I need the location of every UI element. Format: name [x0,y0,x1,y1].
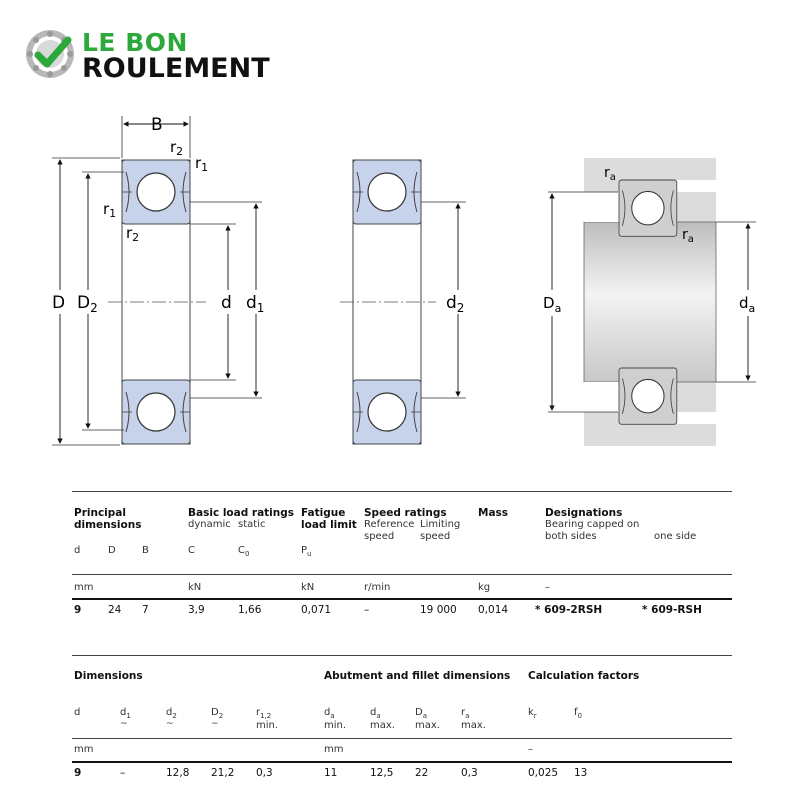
table-rule-units-bottom [72,598,732,600]
product-data-table [72,491,732,621]
logo-text-line2: ROULEMENT [82,53,270,84]
value2-ra-max: 0,3 [461,767,478,779]
dimensions-table [72,655,732,785]
symbol-Pu: $P_u$ [301,545,312,558]
header-dynamic: dynamic [188,519,231,530]
header-reference-speed: Reference speed [364,519,415,542]
label-r2-left: $r_2$ [126,224,140,244]
unit-kN-fatigue: kN [301,582,315,593]
symbol-D: D [108,545,116,556]
symbol2-Da-max: $D_a$ max. [415,707,440,731]
value-B: 7 [142,604,149,616]
value2-D2: 21,2 [211,767,235,779]
symbol-d: d [74,545,81,556]
unit2-mm-dimensions: mm [74,744,94,755]
value2-kr: 0,025 [528,767,559,779]
label-D: D [52,293,66,313]
table2-rule-units-top [72,738,732,739]
table2-rule-top [72,655,732,656]
label-r2-top: $r_2$ [170,138,184,158]
table-rule-units-top [72,574,732,575]
unit-rpm: r/min [364,582,391,593]
symbol2-d1: $d_1$ ~ [120,707,131,729]
value-mass: 0,014 [478,604,509,616]
table-rule-top [72,491,732,492]
header-one-side: one side [654,531,697,542]
designation-both-sides: * 609-2RSH [535,604,603,616]
designation-one-side: * 609-RSH [642,604,702,616]
unit-kN-load: kN [188,582,202,593]
symbol2-ra-max: $r_a$ max. [461,707,486,731]
value-d: 9 [74,604,82,616]
label-r1-top: $r_1$ [195,154,209,174]
symbol2-D2: $D_2$ ~ [211,707,224,729]
header-dimensions: Dimensions [74,670,143,682]
header-speed-ratings: Speed ratings [364,507,447,519]
unit-kg: kg [478,582,491,593]
label-D2: $D_2$ [77,293,98,315]
header-mass: Mass [478,507,509,519]
header-principal-dimensions: Principal dimensions [74,507,142,531]
table2-rule-units-bottom [72,761,732,763]
value2-d1: – [120,767,126,779]
symbol2-da-max: $d_a$ max. [370,707,395,731]
value2-da-max: 12,5 [370,767,394,779]
mounting-section-right [543,158,756,446]
header-designations: Designations [545,507,623,519]
header-abutment-fillet: Abutment and fillet dimensions [324,670,511,682]
unit2-dash: – [528,744,533,755]
symbol-C: C [188,545,195,556]
label-d2: $d_2$ [446,293,465,315]
unit-dash: – [545,582,550,593]
header-capped-both-sides: Bearing capped on both sides [545,519,640,542]
label-ra-top: $r_a$ [604,165,616,183]
value2-d: 9 [74,767,82,779]
header-basic-load-ratings: Basic load ratings [188,507,295,519]
symbol2-f0: $f_0$ [574,707,582,720]
label-d1: $d_1$ [246,293,265,315]
symbol2-da-min: $d_a$ min. [324,707,347,731]
label-B: B [151,115,163,135]
value2-f0: 13 [574,767,588,779]
header-static: static [238,519,266,530]
header-fatigue-load-limit: Fatigue load limit [301,507,357,531]
value-limiting-speed: 19 000 [420,604,457,616]
value2-d2: 12,8 [166,767,190,779]
brand-logo [24,26,304,86]
bearing-section-left [52,115,264,445]
bearing-section-middle [340,160,466,444]
symbol-B: B [142,545,149,556]
bearing-check-icon [24,28,80,84]
value-reference-speed: – [364,604,370,616]
unit2-mm-abutment: mm [324,744,344,755]
symbol2-r12: $r_{1,2}$ min. [256,707,279,731]
symbol2-d: d [74,707,81,718]
value-C: 3,9 [188,604,205,616]
value2-Da-max: 22 [415,767,429,779]
label-r1-left: $r_1$ [103,200,117,220]
value-D: 24 [108,604,122,616]
symbol2-kr: $k_r$ [528,707,537,720]
unit-mm: mm [74,582,94,593]
value2-r12: 0,3 [256,767,273,779]
label-ra-right: $r_a$ [682,227,694,245]
bearing-technical-drawing [0,100,800,460]
label-d: d [221,293,232,313]
symbol-C0: $C_0$ [238,545,250,558]
logo-text-line1: LE BON [82,28,188,57]
header-calculation-factors: Calculation factors [528,670,640,682]
header-limiting-speed: Limiting speed [420,519,461,542]
label-Da: $D_a$ [543,294,562,315]
value-C0: 1,66 [238,604,262,616]
symbol2-d2: $d_2$ ~ [166,707,177,729]
value2-da-min: 11 [324,767,338,779]
label-da: $d_a$ [739,294,756,315]
value-Pu: 0,071 [301,604,332,616]
